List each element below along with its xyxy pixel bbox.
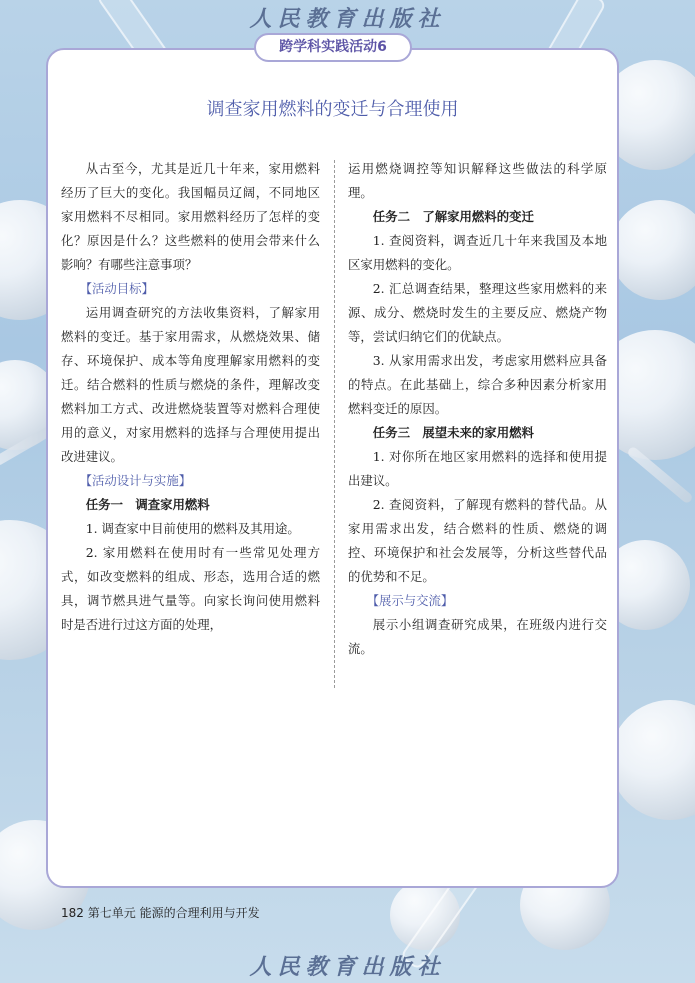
- section-heading: 【展示与交流】: [366, 593, 454, 608]
- task-heading: 任务一 调查家用燃料: [85, 497, 210, 512]
- paragraph: 展示小组调查研究成果，在班级内进行交流。: [348, 617, 607, 656]
- paragraph: 1. 查阅资料，调查近几十年来我国及本地区家用燃料的变化。: [348, 233, 607, 272]
- paragraph: 2. 查阅资料，了解现有燃料的替代品。从家用需求出发，结合燃料的性质、燃烧的调控、环境保护和社会发展等，分析这些替代品的优势和不足。: [348, 497, 607, 584]
- paragraph: 从古至今，尤其是近几十年来，家用燃料经历了巨大的变化。我国幅员辽阔，不同地区家用燃料不尽相同。家用燃料经历了怎样的变化？原因是什么？这些燃料的使用会带来什么影响？有哪些注意事项？: [61, 161, 320, 272]
- page-number: 182: [61, 906, 84, 920]
- publisher-logo-bottom: 人民教育出版社: [249, 954, 446, 980]
- page-footer: [61, 904, 260, 921]
- unit-title: 能源的合理利用与开发: [139, 906, 260, 920]
- task-heading: 任务三 展望未来的家用燃料: [372, 425, 534, 440]
- paragraph-continued: 运用燃烧调控等知识解释这些做法的科学原理。: [348, 161, 607, 200]
- publisher-logo-top: 人民教育出版社: [249, 6, 446, 32]
- paragraph: 3. 从家用需求出发，考虑家用燃料应具备的特点。在此基础上，综合多种因素分析家用燃料变迁的原因。: [348, 353, 607, 416]
- task-heading: 任务二 了解家用燃料的变迁: [372, 209, 534, 224]
- section-heading: 【活动设计与实施】: [79, 473, 192, 488]
- paragraph: 2. 家用燃料在使用时有一些常见处理方式，如改变燃料的组成、形态，选用合适的燃具，调节燃具进气量等。向家长询问使用燃料时是否进行过这方面的处理，: [61, 545, 320, 632]
- paragraph: 2. 汇总调查结果，整理这些家用燃料的来源、成分、燃烧时发生的主要反应、燃烧产物等，尝试归纳它们的优缺点。: [348, 281, 607, 344]
- paragraph: 运用调查研究的方法收集资料，了解家用燃料的变迁。基于家用需求，从燃烧效果、储存、环境保护、成本等角度理解家用燃料的变迁。结合燃料的性质与燃烧的条件，理解改变燃料加工方式、改进燃烧装置等对燃料合理使用的意义，对家用燃料的选择与合理使用提出改进建议。: [61, 305, 320, 464]
- left-column: [61, 157, 320, 637]
- paragraph: 1. 对你所在地区家用燃料的选择和使用提出建议。: [348, 449, 607, 488]
- paragraph: 1. 调查家中目前使用的燃料及其用途。: [85, 521, 300, 536]
- right-column: [348, 157, 607, 661]
- column-divider: [334, 160, 335, 688]
- section-heading: 【活动目标】: [79, 281, 154, 296]
- unit-label: 第七单元: [87, 906, 136, 920]
- activity-badge: 跨学科实践活动6: [254, 33, 412, 62]
- page-title: 调查家用燃料的变迁与合理使用: [206, 99, 459, 120]
